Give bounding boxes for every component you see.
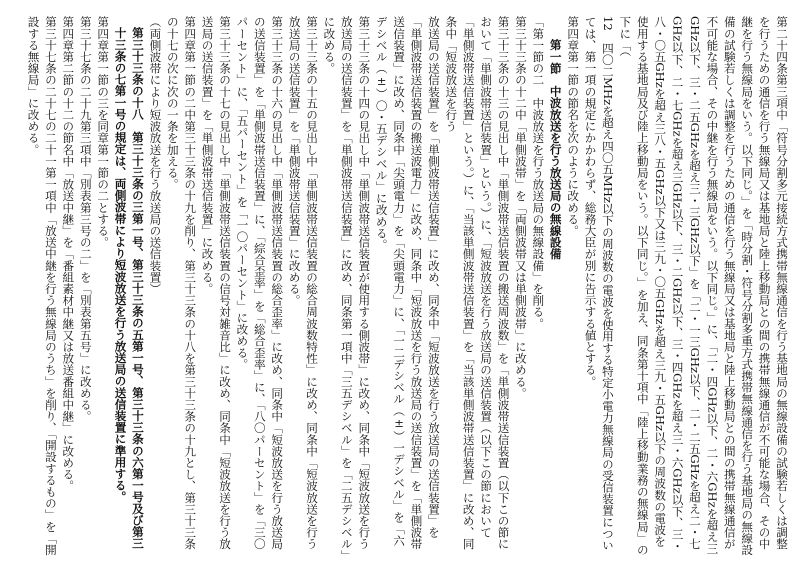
amendment-paragraph: 第四章第一節の三を同章第一節の二とする。 [96,15,111,248]
amendment-paragraph: 放送局の送信装置」を「単側波帯送信装置」に改め、同条中「短波放送を行う放送局の送信装置」を「単側波帯送信装置の搬送波電力」に改め、同条中「短波放送を行う放送局の送信装置」を「単側波帯送信装置」に改め、同条中「尖頭電力」を「尖頭電力」に、「一二デシベル（±）一デシベル」を「六デシベル（±）〇・五デシベル」に改める。 [374,15,441,550]
article-text: 第三十三条の十八 第三十三条の三第一号、第三十三条の五第一号、第三十三条の六第一号及び第三十三条の七第一号の規定は、両側波帯により短波放送を行う放送局の送信装置に準用する。 [113,27,145,550]
gazette-text-body [24,4,790,556]
document-page [8,4,790,560]
section-heading: 第一節 中波放送を行う放送局の無線設備 [548,38,563,260]
amendment-paragraph: 第三十七条の二十七の二十一第一項中「放送中継を行う無線局のうち」を削り、「開設するもの」を「開設する無線局」に改める。 [26,15,58,555]
amendment-paragraph: 第二十四条第三項中「符号分割多元接続方式携帯無線通信を行う基地局の無線設備の試験若しくは調整を行うための通信を行う無線局又は基地局と陸上移動局との間の携帯無線通信が不可能な場合、その中継を行う無線局をいう。以下同じ。」を「時分割・符号分割多重方式携帯無線通信を行う基地局の無線設備の試験若しくは調整を行うための通信を行う無線局又は基地局と陸上移動局との間の携帯無線通信が不可能な場合、その中継を行う無線局をいう。以下同じ。」に、「二・四GHz以下、二・六GHzを超え三GHz以下、三・二五GHzを超え三・三GHz以下」を「二・一三GHz以下、二・二五GHzを超え二・七GHz以下、二・七GHzを超え三GHz以下、三・二GHz以下、三・四GHzを超え三・六GHz以下、三・八・〇五GHzを超え三八・五GHz以下又は三九・〇五GHzを超え三九・五GHz以下の周波数の電波を使用する基地局及び陸上移動局をいう。以下同じ。」を加え、同条第十項中「陸上移動業務の無線局」の下に「（ [618,15,789,555]
amendment-paragraph: 第四章第一節の二中第三十三条の十九を削り、第三十三条の十八を第三十三条の十九とし、第三十三条の十七の次に次の一条を加える。 [165,15,198,550]
amendment-paragraph: 第三十三条の十三の見出し中「単側波帯送信装置の搬送周波数」を「単側波帯送信装置（以下この節において「単側波帯送信装置」という。）に、「短波放送を行う放送局の送信装置（以下この節において「単側波帯送信装置」という。）に、「当該単側波帯送信装置」を「当該単側波帯送信装置」に改め、同条中「短波放送を行う [444,15,511,550]
article-caption: （両側波帯により短波放送を行う放送局の送信装置） [148,15,163,294]
amendment-paragraph: 第四章第二節の十二の節名中「放送中継」を「番組素材中継又は放送番組中継」に改める。 [61,15,76,492]
amendment-paragraph: 第三十三条の十七の見出し中「単側波帯送信装置の信号対雑音比」に改め、同条中「短波放送を行う放送局の送信装置」を「単側波帯送信装置」に改める。 [200,15,232,550]
amendment-paragraph: 第四章第一節の節名を次のように改める。 [566,15,581,236]
amendment-paragraph: 12 四〇二MHzを超え四〇五MHz以下の周波数の電波を使用する特定小電力無線局の受信装置については、第一項の規定にかかわらず、総務大臣が別に告示する値とする。 [583,15,615,551]
amendment-paragraph: 「第一節の二 中波放送を行う放送局の無線設備」を削る。 [531,15,546,329]
amendment-paragraph: 第三十三条の十四の見出し中「単側波帯送信装置が使用する側波帯」に改め、同条中「短波放送を行う放送局の送信装置」を「単側波帯送信装置」に改め、同条第一項中「三五デシベル」を「二五デシベル」に改める。 [322,15,372,555]
amendment-paragraph: 第三十三条の十二中「単側波帯」を「両側波帯又は単側波帯」に改める。 [513,15,528,399]
amendment-paragraph: 第三十七条の二十九第三項中「別表第三号の二」を「別表第五号」に改める。 [78,15,93,422]
amendment-paragraph: 第三十三条の十六の見出し中「単側波帯送信装置の総合歪率」に改め、同条中「短波放送を行う放送局の送信装置」を「単側波帯送信装置」に、「綜合歪率」を「総合歪率」に、「八〇パーセント」を「三〇パーセント」に、「五パーセント」を「一〇パーセント」に改める。 [235,15,285,550]
amendment-paragraph: 第三十三条の十五の見出し中「単側波帯送信装置の総合周波数特性」に改め、同条中「短波放送を行う放送局の送信装置」を「単側波帯送信装置」に改める。 [287,15,320,550]
